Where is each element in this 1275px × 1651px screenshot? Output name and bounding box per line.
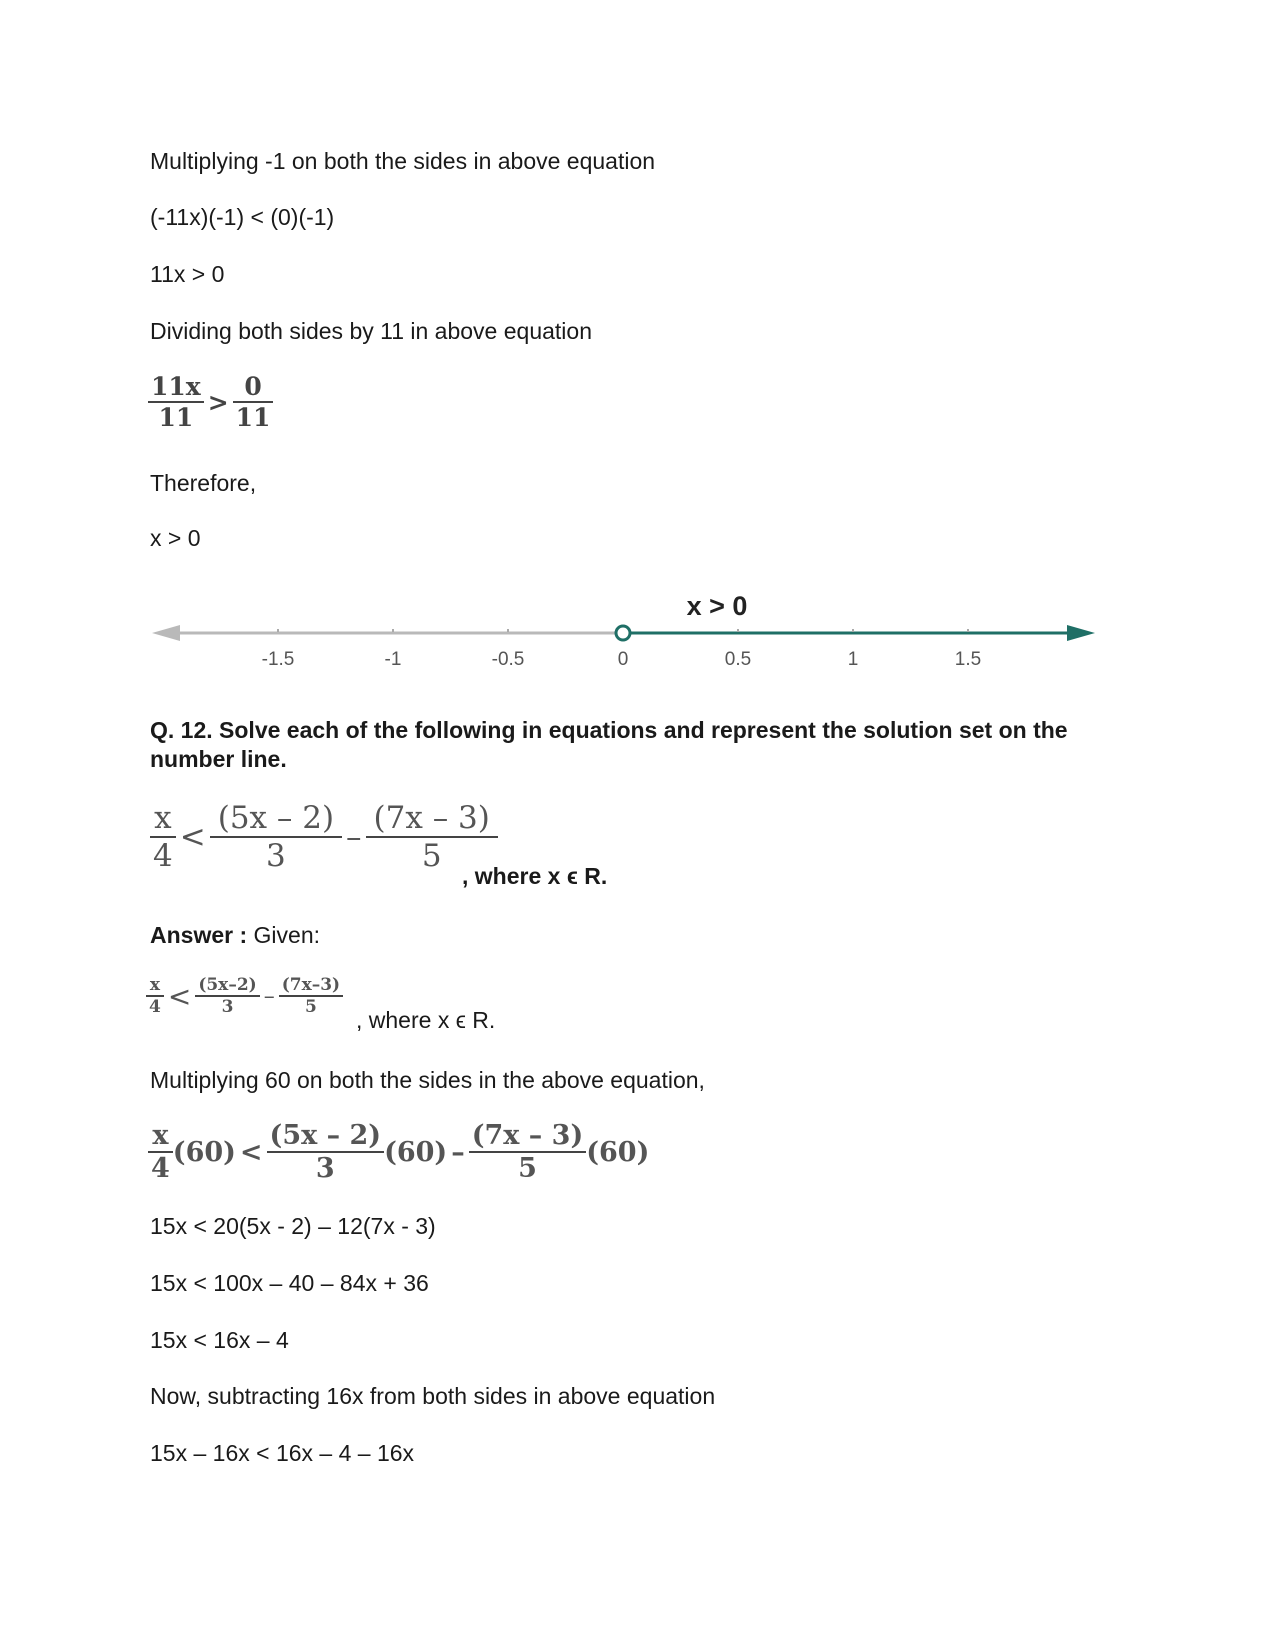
tick-label: -0.5 [491, 649, 525, 668]
numerator: 0 [233, 372, 274, 403]
numerator: x [148, 1120, 173, 1153]
number-line-label: x > 0 [686, 591, 748, 621]
denominator: 11 [235, 403, 271, 432]
operator: < [239, 1136, 263, 1168]
text-line: (-11x)(-1) < (0)(-1) [150, 204, 335, 230]
text-line: 11x > 0 [150, 261, 225, 287]
denominator: 5 [304, 997, 317, 1017]
tick-label: -1.5 [261, 649, 295, 668]
text-line: Multiplying -1 on both the sides in above equation [150, 148, 656, 174]
open-circle [616, 626, 630, 640]
left-arrow [152, 625, 180, 641]
question-suffix: , where x ϵ R. [462, 863, 608, 889]
tick-label: 1.5 [954, 649, 982, 668]
tick-label: 0 [617, 649, 629, 668]
numerator: (7x–3) [279, 975, 343, 997]
text-line: x > 0 [150, 525, 201, 551]
denominator: 4 [149, 997, 161, 1017]
denominator: 11 [158, 403, 194, 432]
numerator: (7x – 3) [366, 800, 498, 838]
denominator: 5 [421, 838, 442, 874]
denominator: 3 [266, 838, 286, 874]
factor: (60) [384, 1136, 448, 1168]
operator: – [263, 983, 275, 1009]
text-line: Dividing both sides by 11 in above equation [150, 318, 592, 344]
question-heading: Q. 12. Solve each of the following in equations and represent the solution set on the number line. [150, 717, 1068, 772]
operator: > [207, 387, 229, 417]
tick-label: 0.5 [724, 649, 752, 668]
operator: < [179, 819, 206, 855]
right-arrow [1067, 625, 1095, 641]
inequality-multiplied [148, 1120, 649, 1184]
tick-label: 1 [847, 649, 859, 668]
numerator: 11x [148, 372, 204, 403]
operator: < [167, 979, 192, 1013]
step-line: 15x < 20(5x - 2) – 12(7x - 3) [150, 1213, 436, 1239]
factor: (60) [586, 1136, 650, 1168]
factor: (60) [172, 1136, 236, 1168]
numerator: (5x–2) [195, 975, 259, 997]
denominator: 3 [315, 1153, 335, 1184]
answer-line [150, 922, 320, 949]
inequality-large [150, 800, 498, 874]
denominator: 4 [153, 838, 173, 874]
denominator: 5 [518, 1153, 537, 1184]
text-line: Therefore, [150, 470, 257, 496]
answer-given: Given: [247, 922, 321, 948]
denominator: 3 [221, 997, 234, 1017]
operator: – [451, 1136, 465, 1168]
text-line: Multiplying 60 on both the sides in the above equation, [150, 1067, 705, 1093]
step-line: Now, subtracting 16x from both sides in above equation [150, 1383, 716, 1409]
tick-label: -1 [384, 649, 402, 668]
inequality-small [146, 975, 343, 1017]
numerator: x [150, 800, 176, 838]
numerator: (5x – 2) [210, 800, 342, 838]
operator: – [346, 819, 362, 855]
numerator: (7x – 3) [469, 1120, 587, 1153]
numerator: x [146, 975, 164, 997]
step-line: 15x – 16x < 16x – 4 – 16x [150, 1440, 415, 1466]
answer-label: Answer : [150, 922, 248, 948]
fraction-equation [148, 372, 273, 432]
denominator: 4 [151, 1153, 170, 1184]
answer-suffix: , where x ϵ R. [356, 1007, 496, 1033]
step-line: 15x < 100x – 40 – 84x + 36 [150, 1270, 429, 1296]
numerator: (5x – 2) [267, 1120, 385, 1153]
step-line: 15x < 16x – 4 [150, 1327, 289, 1353]
number-line [0, 588, 1275, 668]
